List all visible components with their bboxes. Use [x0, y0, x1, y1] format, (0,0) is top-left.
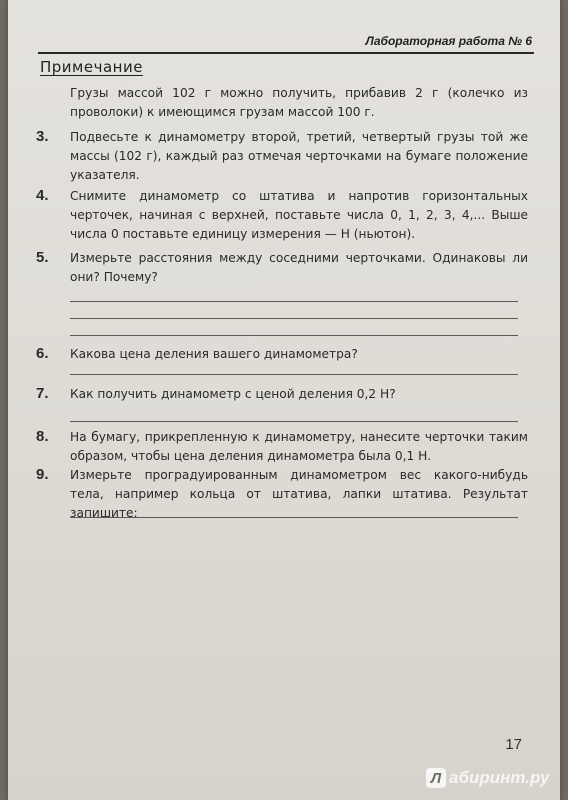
task-number: 5. [36, 249, 49, 266]
task-text: Измерьте расстояния между соседними черточками. Одинаковы ли они? Почему? [70, 251, 528, 284]
task-number: 8. [36, 428, 49, 445]
answer-line[interactable] [70, 374, 518, 375]
answer-line[interactable] [70, 301, 518, 302]
task-number: 9. [36, 466, 49, 483]
task-text: Подвесьте к динамометру второй, третий, четвертый грузы той же массы (102 г), каждый раз отмечая черточками на бумаге положение указателя. [70, 130, 528, 182]
note-text: Грузы массой 102 г можно получить, прибавив 2 г (колечко из проволоки) к имеющимся грузам массой 100 г. [70, 86, 528, 119]
task-text: На бумагу, прикрепленную к динамометру, нанесите черточки таким образом, чтобы цена деления динамометра была 0,1 Н. [70, 430, 528, 463]
running-header [38, 30, 534, 54]
task-text: Измерьте проградуированным динамометром вес какого-нибудь тела, например кольца от штатива, лапки штатива. Результат запишите: [70, 468, 528, 520]
watermark [426, 768, 549, 788]
task-number: 4. [36, 187, 49, 204]
answer-line[interactable] [70, 421, 518, 422]
answer-line[interactable] [70, 517, 518, 518]
task-number: 7. [36, 385, 49, 402]
watermark-text: абиринт.ру [449, 768, 550, 787]
answer-line[interactable] [70, 318, 518, 319]
note-heading: Примечание [40, 58, 143, 76]
page-number: 17 [505, 736, 522, 753]
header-title: Лабораторная работа № 6 [365, 34, 532, 48]
labirint-logo-icon: Л [426, 768, 446, 788]
task-text: Какова цена деления вашего динамометра? [70, 347, 358, 361]
answer-line[interactable] [70, 335, 518, 336]
task-text: Снимите динамометр со штатива и напротив горизонтальных черточек, начиная с верхней, поставьте числа 0, 1, 2, 3, 4,... Выше числа 0 поставьте единицу измерения — Н (ньютон). [70, 189, 528, 241]
textbook-page [8, 0, 560, 800]
task-number: 6. [36, 345, 49, 362]
task-text: Как получить динамометр с ценой деления 0,2 Н? [70, 387, 396, 401]
task-number: 3. [36, 128, 49, 145]
